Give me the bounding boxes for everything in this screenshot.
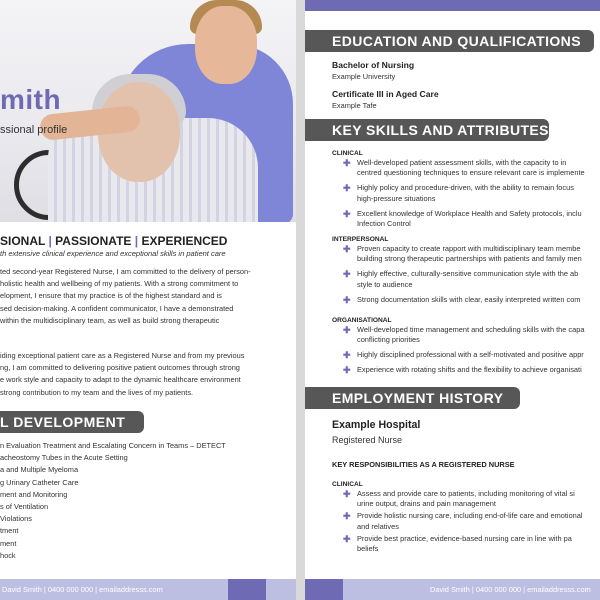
list-item (343, 295, 600, 305)
photo-nurse-face (195, 6, 257, 84)
list-item: acheostomy Tubes in the Acute Setting (0, 453, 128, 463)
list-item-line: Infection Control (357, 219, 411, 229)
tagline-word-2: PASSIONATE (55, 234, 132, 248)
page-footer (0, 579, 296, 600)
skills-category-organisational: ORGANISATIONAL (332, 317, 392, 324)
list-item-line: conflicting priorities (357, 335, 420, 345)
plus-icon: ✚ (343, 183, 351, 194)
list-item-line: Provide best practice, evidence-based nursing care in line with pa (357, 533, 572, 543)
profile-tagline (0, 234, 227, 248)
list-item-line: building strong therapeutic partnerships with patients and family men (357, 254, 582, 264)
job-role: Registered Nurse (332, 435, 403, 445)
list-item (343, 183, 600, 204)
list-item: tment (0, 526, 19, 536)
organisational-skills-list (343, 325, 600, 380)
list-item-line: Highly effective, culturally-sensitive communication style with the ab (357, 269, 579, 279)
interpersonal-skills-list (343, 244, 600, 310)
profile-subtitle: ssional profile (0, 124, 68, 136)
list-item (343, 534, 600, 555)
paragraph-line: holistic health and wellbeing of my patients. With a strong commitment to (0, 279, 239, 289)
list-item: a and Multiple Myeloma (0, 465, 79, 475)
list-item: g Urinary Catheter Care (0, 477, 79, 487)
paragraph-line: strong contribution to my team and the lives of my patients. (0, 387, 194, 397)
list-item-line: Excellent knowledge of Workplace Health and Safety protocols, inclu (357, 208, 582, 218)
paragraph-line: ng, I am committed to delivering positive patient outcomes through strong (0, 363, 240, 373)
list-item: n Evaluation Treatment and Escalating Concern in Teams – DETECT (0, 441, 226, 450)
employment-heading: EMPLOYMENT HISTORY (305, 387, 520, 409)
plus-icon: ✚ (343, 350, 351, 361)
list-item (343, 365, 600, 375)
plus-icon: ✚ (343, 244, 351, 254)
list-item (343, 158, 600, 179)
resume-page-right (305, 0, 600, 600)
plus-icon: ✚ (343, 294, 351, 305)
list-item-line: Assess and provide care to patients, including monitoring of vital si (357, 489, 575, 498)
paragraph-line: within the multidisciplinary team, as well as build strong therapeutic (0, 315, 220, 325)
qualification-institution: Example Tafe (332, 101, 377, 110)
plus-icon: ✚ (343, 325, 351, 335)
footer-accent-block (228, 579, 266, 600)
list-item-line: centred questioning techniques to ensure relevant care is implemente (357, 168, 585, 178)
qualification-title: Certificate III in Aged Care (332, 89, 439, 99)
list-item (343, 350, 600, 360)
employer-name: Example Hospital (332, 419, 421, 431)
skills-category-interpersonal: INTERPERSONAL (332, 236, 389, 243)
list-item-line: Well-developed patient assessment skills, with the capacity to in (357, 158, 567, 167)
plus-icon: ✚ (343, 511, 351, 522)
candidate-name: mith (0, 84, 62, 115)
clinical-skills-list (343, 158, 600, 234)
qualification-title: Bachelor of Nursing (332, 60, 415, 70)
list-item (343, 269, 600, 290)
list-item-line: and relatives (357, 521, 399, 531)
footer-contact: David Smith | 0400 000 000 | emailaddresss.com (430, 585, 591, 594)
list-item-line: beliefs (357, 544, 379, 554)
list-item-line: Highly disciplined professional with a self-motivated and positive appr (357, 350, 584, 360)
plus-icon: ✚ (343, 158, 351, 168)
tagline-separator: | (48, 234, 52, 248)
qualification-institution: Example University (332, 72, 396, 81)
list-item-line: urine output, drains and pain management (357, 499, 496, 509)
tagline-word-1: SIONAL (0, 234, 46, 248)
list-item: ment (0, 538, 17, 548)
nurse-patient-photo (0, 0, 296, 222)
plus-icon: ✚ (343, 208, 351, 219)
list-item (343, 325, 600, 346)
responsibilities-category-clinical: CLINICAL (332, 481, 363, 488)
skills-heading: KEY SKILLS AND ATTRIBUTES (305, 119, 549, 141)
plus-icon: ✚ (343, 489, 351, 499)
list-item (343, 244, 600, 265)
paragraph-line: e work style and capacity to adapt to the dynamic healthcare environment (0, 375, 241, 385)
responsibilities-list (343, 489, 600, 556)
list-item (343, 209, 600, 230)
paragraph-line: ted second-year Registered Nurse, I am committed to the delivery of person- (0, 267, 251, 276)
list-item-line: Experience with rotating shifts and the flexibility to achieve organisati (357, 365, 582, 375)
page-top-bar (305, 0, 600, 11)
paragraph-line: sed decision-making. A confident communicator, I have a demonstrated (0, 303, 234, 313)
list-item-line: Provide holistic nursing care, including end-of-life care and emotional (357, 511, 583, 521)
paragraph-line: elopment, I ensure that my practice is of the highest standard and is (0, 291, 222, 301)
list-item-line: Proven capacity to create rapport with multidisciplinary team membe (357, 244, 581, 253)
list-item: ment and Monitoring (0, 489, 68, 499)
tagline-separator: | (134, 234, 139, 248)
list-item (343, 489, 600, 510)
page-footer (305, 579, 600, 600)
list-item (343, 511, 600, 532)
resume-page-left (0, 0, 296, 600)
plus-icon: ✚ (343, 533, 351, 544)
plus-icon: ✚ (343, 365, 351, 376)
list-item-line: Strong documentation skills with clear, easily interpreted written com (357, 294, 581, 304)
list-item-line: Well-developed time management and scheduling skills with the capa (357, 325, 585, 334)
education-heading: EDUCATION AND QUALIFICATIONS (305, 30, 594, 52)
tagline-subtitle: th extensive clinical experience and exceptional skills in patient care (0, 249, 226, 258)
skills-category-clinical: CLINICAL (332, 150, 363, 157)
list-item-line: Highly policy and procedure-driven, with the ability to remain focus (357, 183, 574, 193)
footer-contact: David Smith | 0400 000 000 | emailaddresss.com (2, 585, 163, 594)
profile-paragraph-1 (0, 266, 290, 327)
paragraph-line: iding exceptional patient care as a Registered Nurse and from my previous (0, 351, 245, 360)
tagline-word-3: EXPERIENCED (141, 234, 228, 248)
list-item: s of Ventilation (0, 502, 49, 512)
development-heading: L DEVELOPMENT (0, 411, 144, 433)
list-item: hock (0, 550, 16, 560)
development-list (0, 440, 290, 562)
plus-icon: ✚ (343, 269, 351, 280)
list-item-line: style to audience (357, 279, 413, 289)
profile-paragraph-2 (0, 350, 290, 399)
list-item-line: high-pressure situations (357, 193, 436, 203)
responsibilities-heading: KEY RESPONSIBILITIES AS A REGISTERED NURSE (332, 460, 515, 469)
list-item: Violations (0, 514, 32, 524)
footer-accent-block (305, 579, 343, 600)
